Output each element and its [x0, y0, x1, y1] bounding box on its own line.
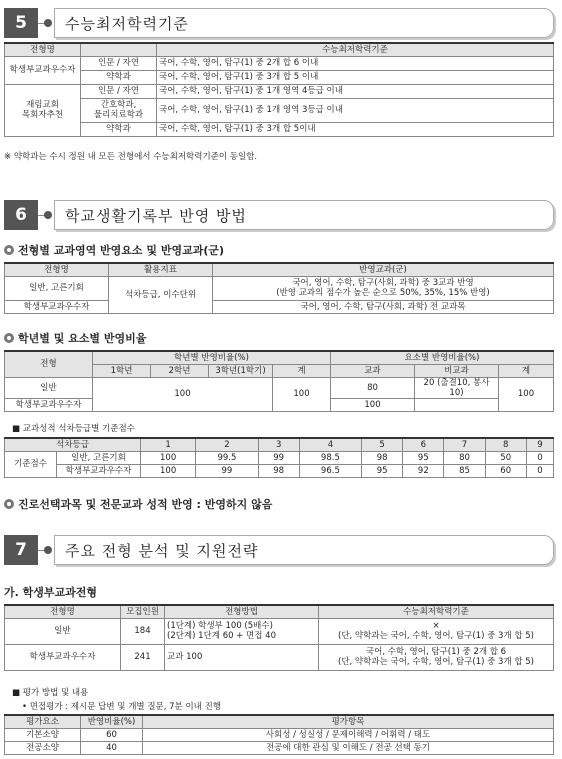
col-header: 4 [299, 438, 361, 451]
table-cell: 일반 [5, 377, 93, 398]
evaluation-table [4, 714, 554, 755]
subheading [4, 242, 224, 258]
cell-line: 국어, 수학, 영어, 탐구(1) 중 2개 합 6 [365, 647, 507, 657]
table-cell: 85 [444, 464, 485, 477]
table-cell: 약학과 [81, 70, 157, 84]
cell-line: × [432, 621, 440, 631]
table-cell [5, 84, 81, 136]
col-header: 반영비율(%) [81, 715, 143, 728]
col-header: 6 [403, 438, 444, 451]
table-cell: 기준점수 [5, 451, 57, 477]
table-cell: 20 (출결10, 봉사10) [415, 377, 499, 398]
table-cell: 학생부교과우수자 [57, 464, 141, 477]
note: ■ 교과성적 석차등급별 기준점수 [12, 424, 135, 434]
subheading-text: 전형별 교과영역 반영요소 및 반영교과(군) [18, 244, 225, 257]
note: ※ 약학과는 수시 정원 내 모든 전형에서 수능최저학력기준이 동일함. [4, 152, 258, 162]
col-header: 수능최저학력기준 [157, 43, 554, 56]
table-cell [165, 618, 319, 644]
table-cell: 국어, 수학, 영어, 탐구(1) 중 3개 합 5이내 [157, 122, 554, 136]
col-header: 모집인원 [121, 605, 165, 618]
table-cell: 교과 100 [165, 644, 319, 670]
bullet-dot [44, 211, 52, 219]
col-header: 전형 [5, 351, 93, 377]
table-cell: 일반, 고른기회 [57, 451, 141, 464]
section-6-header [4, 200, 554, 230]
subheading [4, 496, 272, 512]
table-cell: 98 [258, 464, 299, 477]
table-cell: 인문 / 자연 [81, 84, 157, 98]
table-cell: 사회성 / 성실성 / 문제이해력 / 어휘력 / 태도 [143, 728, 554, 741]
col-header: 비교과 [415, 364, 499, 377]
col-header: 학년별 반영비율(%) [93, 351, 331, 364]
ring-icon [4, 333, 14, 343]
table-cell [319, 618, 554, 644]
section-5-header [4, 8, 554, 38]
table-cell: 184 [121, 618, 165, 644]
table-cell: 100 [141, 464, 196, 477]
table-cell: 전공에 대한 관심 및 이해도 / 전공 선택 동기 [143, 741, 554, 754]
col-header: 석차등급 [5, 438, 141, 451]
section-title: 수능최저학력기준 [54, 8, 554, 38]
cell-line: (단, 약학과는 국어, 수학, 영어, 탐구(1) 중 3개 합 5) [338, 631, 534, 641]
col-header: 8 [485, 438, 526, 451]
table-cell: 98 [362, 451, 403, 464]
col-header: 반영교과(군) [213, 263, 554, 276]
cell-line: 목회자추천 [21, 110, 64, 120]
ring-icon [4, 499, 14, 509]
table-cell: 95 [362, 464, 403, 477]
section-number: 7 [4, 535, 38, 565]
bullet-dot [44, 546, 52, 554]
col-header: 1 [141, 438, 196, 451]
table-cell: 0 [526, 451, 553, 464]
cell-line: (1단계) 학생부 100 (5배수) [167, 621, 273, 631]
table-cell: 학생부교과우수자 [5, 300, 109, 313]
table-cell: 학생부교과우수자 [5, 644, 121, 670]
col-header: 2 [196, 438, 258, 451]
col-header: 전형방법 [165, 605, 319, 618]
table-cell: 전공소양 [5, 741, 81, 754]
bullet-dot [44, 19, 52, 27]
cell-line: (2단계) 1단계 60 + 면접 40 [167, 631, 276, 641]
section-number: 5 [4, 8, 38, 38]
table-cell: 96.5 [299, 464, 361, 477]
table-cell: 석차등급, 이수단위 [109, 276, 213, 313]
col-header: 9 [526, 438, 553, 451]
cell-line: (반영 교과의 점수가 높은 순으로 50%, 35%, 15% 반영) [276, 288, 490, 298]
ring-icon [4, 245, 14, 255]
table-cell: 80 [444, 451, 485, 464]
table-cell: 국어, 수학, 영어, 탐구(1) 중 3개 합 5 이내 [157, 70, 554, 84]
col-header: 전형명 [5, 263, 109, 276]
table-cell: 학생부교과우수자 [5, 398, 93, 411]
min-standard-table [4, 42, 554, 137]
subject-table [4, 262, 554, 314]
col-header: 수능최저학력기준 [319, 605, 554, 618]
table-cell: 98.5 [299, 451, 361, 464]
table-cell: 40 [81, 741, 143, 754]
table-cell [213, 276, 554, 300]
table-cell: 일반 [5, 618, 121, 644]
col-header: 계 [499, 364, 554, 377]
table-cell: 국어, 수학, 영어, 탐구(1) 중 1개 영역 3등급 이내 [157, 98, 554, 122]
table-cell: 60 [81, 728, 143, 741]
admission-table [4, 604, 554, 671]
table-cell: 92 [403, 464, 444, 477]
note: ■ 평가 방법 및 내용 [12, 688, 89, 698]
col-header: 3 [258, 438, 299, 451]
col-header: 1학년 [93, 364, 151, 377]
subheading-text: 진로선택과목 및 전문교과 성적 반영 : 반영하지 않음 [18, 498, 273, 511]
col-header: 교과 [331, 364, 415, 377]
col-header: 활용지표 [109, 263, 213, 276]
table-cell: 인문 / 자연 [81, 56, 157, 70]
table-cell: 약학과 [81, 122, 157, 136]
table-cell: 95 [403, 451, 444, 464]
table-cell: 학생부교과우수자 [5, 56, 81, 84]
section-7-header [4, 535, 554, 565]
table-cell: 241 [121, 644, 165, 670]
col-header: 계 [273, 364, 331, 377]
table-cell: 50 [485, 451, 526, 464]
col-header: 전형명 [5, 605, 121, 618]
table-cell [81, 98, 157, 122]
table-cell: 국어, 영어, 수학, 탐구(사회, 과학) 전 교과목 [213, 300, 554, 313]
section-title: 주요 전형 분석 및 지원전략 [54, 535, 554, 565]
col-header: 평가항목 [143, 715, 554, 728]
note: • 면접평가 : 제시문 답변 및 개별 질문, 7분 이내 진행 [22, 702, 222, 712]
table-cell: 99 [196, 464, 258, 477]
section-title: 학교생활기록부 반영 방법 [54, 200, 554, 230]
cell-line: 간호학과, [100, 100, 137, 110]
section-number: 6 [4, 200, 38, 230]
table-cell: 100 [273, 377, 331, 411]
ratio-table [4, 350, 554, 412]
col-header: 7 [444, 438, 485, 451]
table-cell: 국어, 수학, 영어, 탐구(1) 중 2개 합 6 이내 [157, 56, 554, 70]
cell-line: 재림교회 [26, 100, 59, 110]
col-header [81, 43, 157, 56]
cell-line: 물리치료학과 [93, 110, 144, 120]
col-header: 요소별 반영비율(%) [331, 351, 554, 364]
col-header: 평가요소 [5, 715, 81, 728]
col-header: 3학년(1학기) [209, 364, 273, 377]
grade-score-table [4, 437, 554, 478]
subheading: 가. 학생부교과전형 [4, 586, 98, 599]
cell-line: 국어, 영어, 수학, 탐구(사회, 과학) 중 3교과 반영 [292, 278, 474, 288]
table-cell [319, 644, 554, 670]
table-cell: 99.5 [196, 451, 258, 464]
table-cell: 80 [331, 377, 415, 398]
col-header: 전형명 [5, 43, 81, 56]
table-cell: 100 [331, 398, 415, 411]
table-cell: 99 [258, 451, 299, 464]
table-cell: 100 [93, 377, 273, 411]
table-cell: 기본소양 [5, 728, 81, 741]
table-cell: 100 [141, 451, 196, 464]
table-cell: 국어, 수학, 영어, 탐구(1) 중 1개 영역 4등급 이내 [157, 84, 554, 98]
table-cell: 0 [526, 464, 553, 477]
subheading [4, 330, 146, 346]
table-cell: 100 [499, 377, 554, 411]
cell-line: (단, 약학과는 국어, 수학, 영어, 탐구(1) 중 3개 합 5) [338, 657, 534, 667]
table-cell: 60 [485, 464, 526, 477]
col-header: 5 [362, 438, 403, 451]
subheading-text: 학년별 및 요소별 반영비율 [18, 332, 147, 345]
table-cell [415, 398, 499, 411]
table-cell: 일반, 고른기회 [5, 276, 109, 300]
col-header: 2학년 [151, 364, 209, 377]
